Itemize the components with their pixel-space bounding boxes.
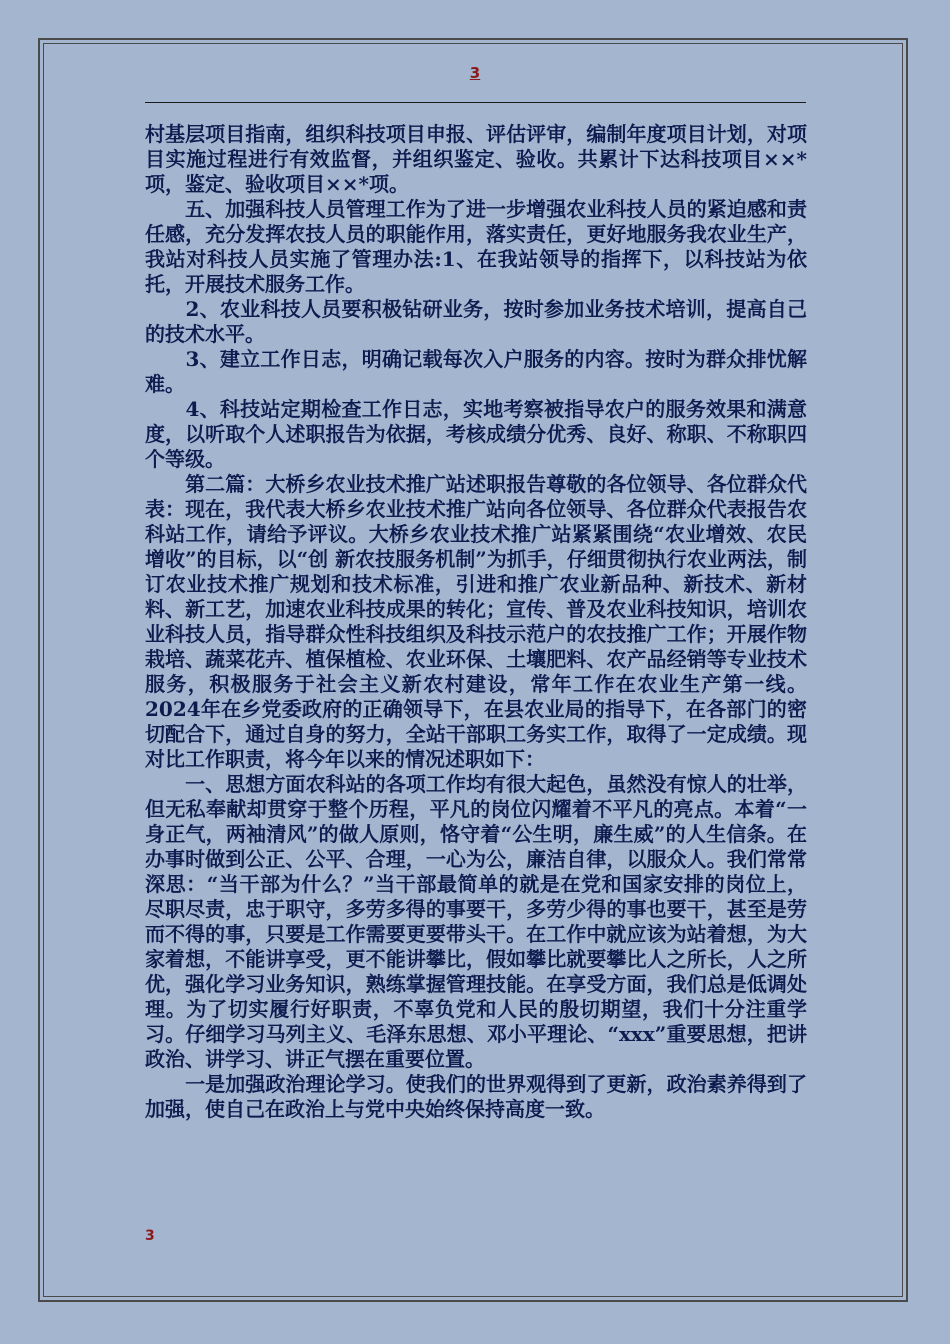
paragraph: 村基层项目指南，组织科技项目申报、评估评审，编制年度项目计划，对项目实施过程进行有效监督，并组织鉴定、验收。共累计下达科技项目××*项，鉴定、验收项目××*项。	[145, 122, 807, 196]
paragraph: 3、建立工作日志，明确记载每次入户服务的内容。按时为群众排忧解难。	[145, 347, 807, 396]
header-rule	[145, 102, 806, 103]
footer-page-number: 3	[145, 1228, 155, 1244]
paragraph: 一是加强政治理论学习。使我们的世界观得到了更新，政治素养得到了加强，使自己在政治上与党中央始终保持高度一致。	[145, 1072, 807, 1121]
paragraph: 2、农业科技人员要积极钻研业务，按时参加业务技术培训，提高自己的技术水平。	[145, 297, 807, 346]
paragraph: 一、思想方面农科站的各项工作均有很大起色，虽然没有惊人的壮举，但无私奉献却贯穿于整个历程，平凡的岗位闪耀着不平凡的亮点。本着“一身正气，两袖清风”的做人原则，恪守着“公生明，廉生威”的人生信条。在办事时做到公正、公平、合理，一心为公，廉洁自律，以服众人。我们常常深思：“当干部为什么？”当干部最简单的就是在党和国家安排的岗位上，尽职尽责，忠于职守，多劳多得的事要干，多劳少得的事也要干，甚至是劳而不得的事，只要是工作需要更要带头干。在工作中就应该为站着想，为大家着想，不能讲享受，更不能讲攀比，假如攀比就要攀比人之所长，人之所优，强化学习业务知识，熟练掌握管理技能。在享受方面，我们总是低调处理。为了切实履行好职责，不辜负党和人民的殷切期望，我们十分注重学习。仔细学习马列主义、毛泽东思想、邓小平理论、“xxx”重要思想，把讲政治、讲学习、讲正气摆在重要位置。	[145, 772, 807, 1071]
paragraph: 4、科技站定期检查工作日志，实地考察被指导农户的服务效果和满意度，以听取个人述职报告为依据，考核成绩分优秀、良好、称职、不称职四个等级。	[145, 397, 807, 471]
paragraph: 第二篇：大桥乡农业技术推广站述职报告尊敬的各位领导、各位群众代表：现在，我代表大桥乡农业技术推广站向各位领导、各位群众代表报告农科站工作，请给予评议。大桥乡农业技术推广站紧紧围绕“农业增效、农民增收”的目标，以“创 新农技服务机制”为抓手，仔细贯彻执行农业两法，制订农业技术推广规划和技术标准，引进和推广农业新品种、新技术、新材料、新工艺，加速农业科技成果的转化；宣传、普及农业科技知识，培训农业科技人员，指导群众性科技组织及科技示范户的农技推广工作；开展作物栽培、蔬菜花卉、植保植检、农业环保、土壤肥料、农产品经销等专业技术服务，积极服务于社会主义新农村建设，常年工作在农业生产第一线。2024年在乡党委政府的正确领导下，在县农业局的指导下，在各部门的密切配合下，通过自身的努力，全站干部职工务实工作，取得了一定成绩。现对比工作职责，将今年以来的情况述职如下：	[145, 472, 807, 771]
paragraph: 五、加强科技人员管理工作为了进一步增强农业科技人员的紧迫感和责任感，充分发挥农技人员的职能作用，落实责任，更好地服务我农业生产，我站对科技人员实施了管理办法:1、在我站领导的指挥下，以科技站为依托，开展技术服务工作。	[145, 197, 807, 296]
header-page-number: 3	[469, 64, 481, 82]
document-body	[145, 122, 807, 1122]
